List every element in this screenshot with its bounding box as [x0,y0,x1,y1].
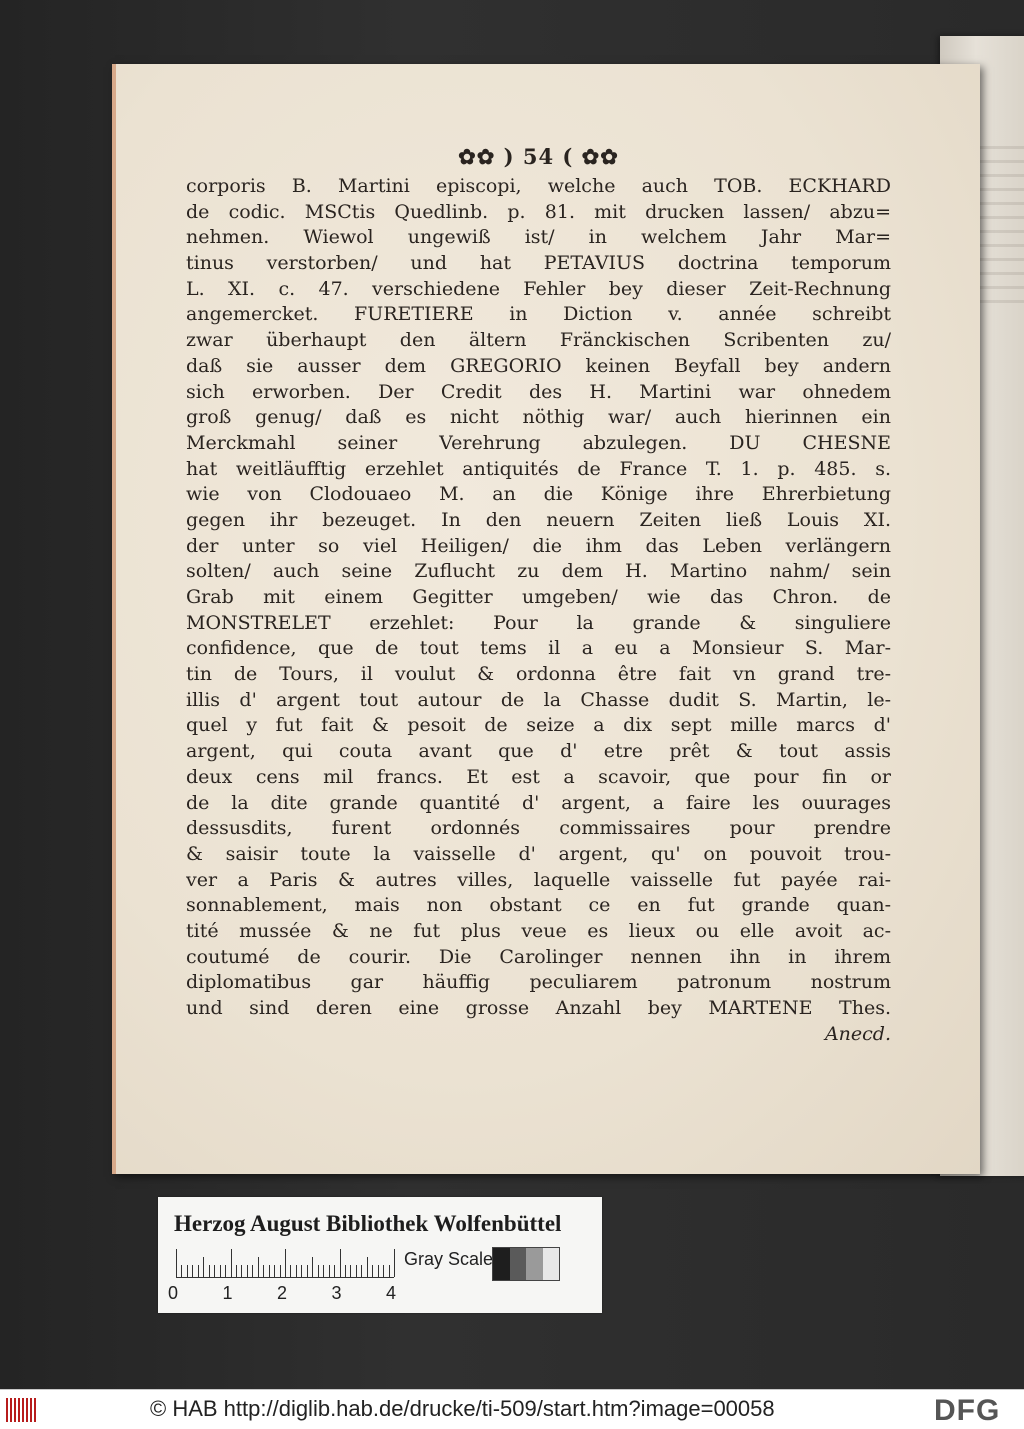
ruler-tick [241,1265,242,1277]
ruler-tick [356,1265,357,1277]
ruler-tick [181,1265,182,1277]
text-line: Anecd. [824,1022,891,1045]
ruler-tick [263,1265,264,1277]
text-line: Grab mit einem Gegitter umgeben/ wie das Chron. de [186,586,891,608]
text-line: de la dite grande quantité d' argent, a faire les ouurages [186,791,891,814]
ruler-tick [203,1257,204,1277]
text-line: tin de Tours, il voulut & ordonna être fait vn grand tre- [186,663,891,686]
gray-scale-swatches [492,1247,560,1281]
ruler-tick [334,1265,335,1277]
page-text [186,140,891,1047]
text-line: diplomatibus gar häuffig peculiarem patronum nostrum [186,971,891,994]
barcode-bar [26,1398,28,1422]
text-line: coutumé de courir. Die Carolinger nennen ihn in ihrem [186,945,891,968]
text-line: daß sie ausser dem GREGORIO keinen Beyfall bey andern [186,354,891,377]
ruler-tick [378,1265,379,1277]
text-line: wie von Clodouaeo M. an die Könige ihre Ehrerbietung [186,483,891,506]
ruler-tick [236,1265,237,1277]
text-line: sonnablement, mais non obstant ce en fut grande quan- [186,894,891,917]
ruler-tick [285,1249,286,1277]
text-line: corporis B. Martini episcopi, welche auch TOB. ECKHARD [186,175,891,197]
text-line: de codic. MSCtis Quedlinb. p. 81. mit drucken lassen/ abzu= [186,200,891,223]
ruler-tick [307,1265,308,1277]
footer-bar [0,1389,1024,1429]
ruler-tick [198,1265,199,1277]
text-line: dessusdits, furent ordonnés commissaires pour prendre [186,817,891,840]
ruler-tick [290,1265,291,1277]
ruler-tick [329,1265,330,1277]
text-line: MONSTRELET erzehlet: Pour la grande & singuliere [186,611,891,634]
text-line: zwar überhaupt den ältern Fränckischen Scribenten zu/ [186,329,891,352]
ruler-tick [214,1265,215,1277]
text-line: argent, qui couta avant que d' etre prêt & tout assis [186,740,891,763]
text-line: hat weitläufftig erzehlet antiquités de France T. 1. p. 485. s. [186,457,891,480]
ruler-tick [231,1249,232,1277]
text-line: & saisir toute la vaisselle d' argent, qu' on pouvoit trou- [186,842,891,865]
barcode-bar [34,1398,36,1422]
ruler-tick [318,1265,319,1277]
ruler-number: 0 [168,1283,179,1303]
ruler-baseline [176,1277,394,1278]
barcode-bar [6,1398,8,1422]
barcode-bar [30,1398,32,1422]
ruler-tick [361,1265,362,1277]
ruler-tick [247,1265,248,1277]
measurement-ruler [176,1249,394,1277]
gray-swatch [543,1248,560,1280]
ruler-tick [225,1265,226,1277]
ruler-number: 3 [331,1283,342,1303]
gray-swatch [510,1248,527,1280]
ruler-tick [372,1265,373,1277]
ruler-number: 1 [222,1283,233,1303]
ruler-tick [296,1265,297,1277]
ruler-tick [350,1265,351,1277]
bleed-through-text [980,146,1024,306]
text-line: illis d' argent tout autour de la Chasse dudit S. Martin, le- [186,688,891,711]
ruler-tick [389,1265,390,1277]
ruler-tick [340,1249,341,1277]
text-line: der unter so viel Heiligen/ die ihm das Leben verlängern [186,534,891,557]
text-line: quel y fut fait & pesoit de seize a dix sept mille marcs d' [186,714,891,737]
footer-credit-link[interactable]: © HAB http://diglib.hab.de/drucke/ti-509/start.htm?image=00058 [150,1396,775,1421]
ruler-tick [269,1265,270,1277]
ruler-tick [258,1257,259,1277]
ruler-number: 4 [386,1283,397,1303]
text-line: und sind deren eine grosse Anzahl bey MARTENE Thes. [186,997,891,1019]
library-title: Herzog August Bibliothek Wolfenbüttel [174,1211,562,1236]
gray-scale-label: Gray Scale [404,1249,494,1269]
page-header: ✿✿ ) 54 ( ✿✿ [458,144,619,169]
ruler-tick [274,1265,275,1277]
ruler-tick [367,1257,368,1277]
dfg-logo: DFG [934,1394,1001,1427]
ruler-tick [220,1265,221,1277]
ruler-tick [345,1265,346,1277]
ruler-numbers [168,1283,408,1305]
ruler-tick [312,1257,313,1277]
ruler-tick [383,1265,384,1277]
ruler-tick [187,1265,188,1277]
text-line: L. XI. c. 47. verschiedene Fehler bey dieser Zeit-Rechnung [186,277,891,300]
barcode-icon [6,1398,40,1422]
ruler-tick [252,1265,253,1277]
ruler-tick [394,1249,395,1277]
ruler-tick [280,1265,281,1277]
ruler-tick [323,1265,324,1277]
barcode-bar [18,1398,20,1422]
color-reference-card [158,1197,602,1313]
text-line: deux cens mil francs. Et est a scavoir, que pour fin or [186,765,891,788]
ruler-tick [176,1249,177,1277]
text-line: nehmen. Wiewol ungewiß ist/ in welchem Jahr Mar= [186,226,891,249]
barcode-bar [14,1398,16,1422]
text-line: angemercket. FURETIERE in Diction v. année schreibt [186,303,891,326]
text-line: tinus verstorben/ und hat PETAVIUS doctrina temporum [186,252,891,275]
text-lines [186,174,891,1047]
gray-swatch [526,1248,543,1280]
gray-swatch [493,1248,510,1280]
text-line: Merckmahl seiner Verehrung abzulegen. DU CHESNE [186,431,891,454]
barcode-bar [10,1398,12,1422]
text-line: ver a Paris & autres villes, laquelle vaisselle fut payée rai- [186,868,891,891]
text-line: gegen ihr bezeuget. In den neuern Zeiten ließ Louis XI. [186,508,891,531]
text-line: tité mussée & ne fut plus veue es lieux ou elle avoit ac- [186,919,891,942]
ruler-tick [209,1265,210,1277]
text-line: solten/ auch seine Zuflucht zu dem H. Martino nahm/ sein [186,560,891,583]
barcode-bar [22,1398,24,1422]
ruler-tick [192,1265,193,1277]
ruler-tick [301,1265,302,1277]
text-line: sich erworben. Der Credit des H. Martini war ohnedem [186,380,891,403]
ruler-number: 2 [277,1283,288,1303]
text-line: groß genug/ daß es nicht nöthig war/ auch hierinnen ein [186,406,891,429]
text-line: confidence, que de tout tems il a eu a Monsieur S. Mar- [186,637,891,660]
